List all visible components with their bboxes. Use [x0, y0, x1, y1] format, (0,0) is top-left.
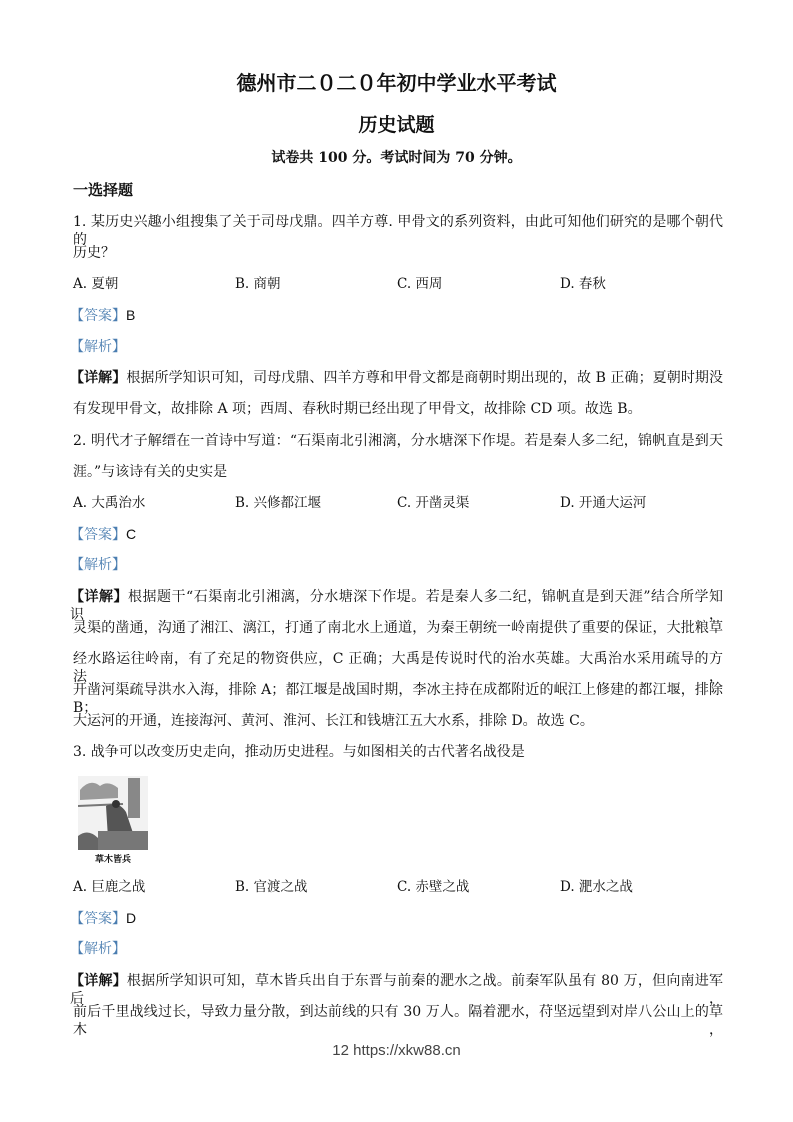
detail-line: 【详解】根据题干“石渠南北引湘漓，分水塘深下作堤。若是秦人多二纪，锦帆直是到天涯”结合所学知识， — [70, 589, 724, 623]
option-b: B. 官渡之战 — [235, 879, 308, 895]
subject-title: 历史试题 — [358, 114, 435, 136]
question-2-stem: 2. 明代才子解缙在一首诗中写道：“石渠南北引湘漓，分水塘深下作堤。若是秦人多二纪，锦帆直是到天 — [73, 433, 723, 449]
answer-label: 【答案】 — [70, 527, 126, 543]
analysis-label: 【解析】 — [70, 339, 126, 355]
figure-caption: 草木皆兵 — [94, 855, 131, 865]
detail-label: 【详解】 — [70, 589, 129, 605]
answer-value: B — [126, 307, 136, 323]
detail-label: 【详解】 — [70, 370, 127, 386]
option-c: C. 西周 — [397, 276, 443, 292]
detail-line: 有发现甲骨文，故排除 A 项；西周、春秋时期已经出现了甲骨文，故排除 CD 项。故选 B。 — [73, 401, 642, 417]
question-1-stem: 1. 某历史兴趣小组搜集了关于司母戊鼎。四羊方尊. 甲骨文的系列资料，由此可知他们研究的是哪个朝代的 — [73, 214, 723, 248]
option-b: B. 兴修都江堰 — [235, 495, 322, 511]
option-a: A. 大禹治水 — [73, 495, 146, 511]
answer-value: C — [126, 526, 137, 542]
option-c: C. 开凿灵渠 — [397, 495, 470, 511]
section-heading: 一选择题 — [73, 181, 134, 199]
question-2-stem: 涯。”与该诗有关的史实是 — [73, 464, 228, 480]
detail-label: 【详解】 — [70, 973, 127, 989]
answer-line — [70, 909, 136, 928]
page-footer: 12 https://xkw88.cn — [332, 1042, 461, 1059]
detail-line: 【详解】根据所学知识可知，司母戊鼎、四羊方尊和甲骨文都是商朝时期出现的，故 B 正确；夏朝时期没 — [70, 370, 724, 386]
detail-line: 开凿河渠疏导洪水入海，排除 A；都江堰是战国时期，李冰主持在成都附近的岷江上修建的都江堰，排除 B； — [73, 682, 723, 716]
illustration-image — [78, 776, 148, 850]
question-3-stem: 3. 战争可以改变历史走向，推动历史进程。与如图相关的古代著名战役是 — [73, 744, 525, 760]
option-b: B. 商朝 — [235, 276, 281, 292]
answer-value: D — [126, 910, 137, 926]
analysis-label: 【解析】 — [70, 557, 126, 573]
page-title: 德州市二０二０年初中学业水平考试 — [236, 71, 557, 95]
question-1-stem: 历史？ — [73, 245, 115, 261]
option-d: D. 开通大运河 — [560, 495, 647, 511]
option-d: D. 春秋 — [560, 276, 606, 292]
option-c: C. 赤壁之战 — [397, 879, 470, 895]
exam-info: 试卷共 100 分。考试时间为 70 分钟。 — [271, 150, 522, 166]
option-a: A. 夏朝 — [73, 276, 119, 292]
battle-illustration — [78, 776, 148, 866]
answer-line — [70, 306, 135, 325]
detail-line: 灵渠的凿通，沟通了湘江、漓江，打通了南北水上通道，为秦王朝统一岭南提供了重要的保证，大批粮草 — [73, 620, 723, 636]
detail-line: 前后千里战线过长，导致力量分散，到达前线的只有 30 万人。隔着淝水，苻坚远望到对岸八公山上的草木， — [73, 1004, 723, 1038]
answer-label: 【答案】 — [70, 308, 126, 324]
option-d: D. 淝水之战 — [560, 879, 633, 895]
answer-label: 【答案】 — [70, 911, 126, 927]
detail-line: 大运河的开通，连接海河、黄河、淮河、长江和钱塘江五大水系，排除 D。故选 C。 — [73, 713, 594, 729]
detail-line: 【详解】根据所学知识可知，草木皆兵出自于东晋与前秦的淝水之战。前秦军队虽有 80 万，但向南进军后， — [70, 973, 724, 1007]
analysis-label: 【解析】 — [70, 941, 126, 957]
detail-line: 经水路运往岭南，有了充足的物资供应，C 正确；大禹是传说时代的治水英雄。大禹治水采用疏导的方法， — [73, 651, 723, 685]
option-a: A. 巨鹿之战 — [73, 879, 146, 895]
answer-line — [70, 525, 136, 544]
